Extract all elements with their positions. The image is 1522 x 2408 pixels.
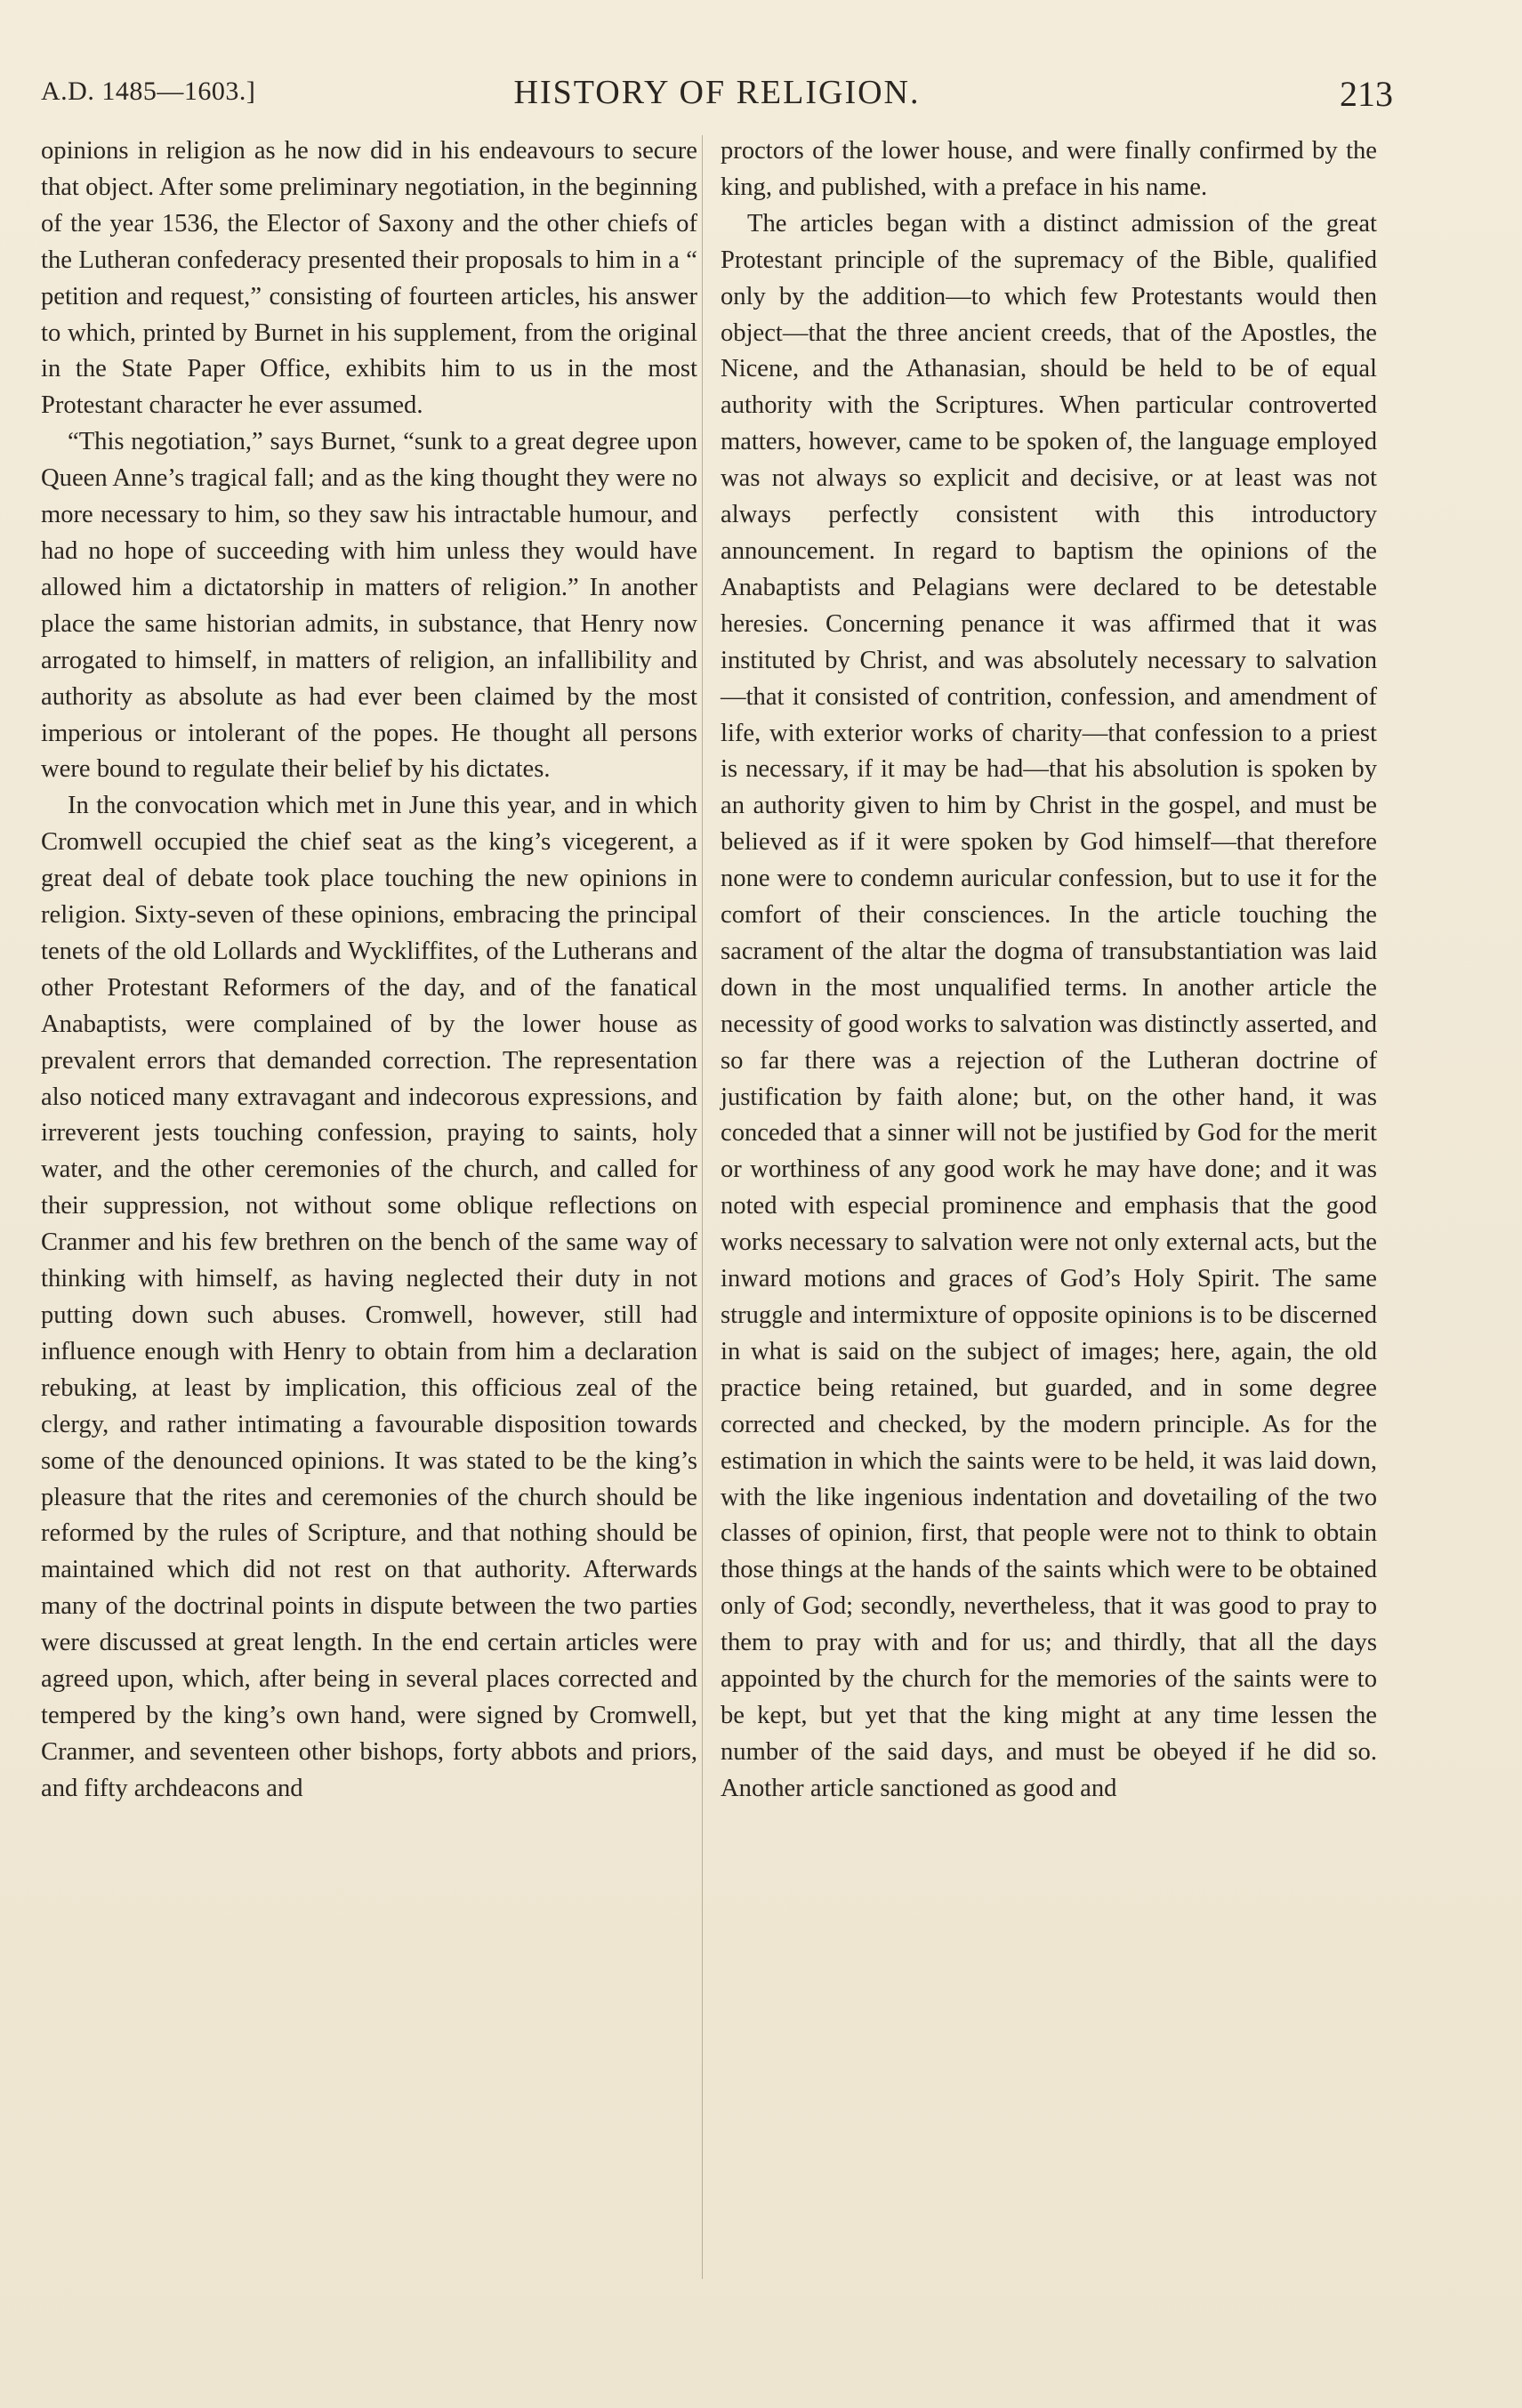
header-title: HISTORY OF RELIGION. bbox=[513, 74, 921, 111]
running-header bbox=[41, 73, 1393, 117]
left-paragraph-3: In the convocation which met in June this year, and in which Cromwell occupied the chief seat as the king’s vicegerent, a great deal of debate took place touching the new opinions in religion. Sixty-seven of these opinions, embracing the principal tenets of the old Lollards and Wyckliffites, of the Lutherans and other Protestant Reformers of the day, and of the fanatical Anabaptists, were complained of by the lower house as prevalent errors that demanded correction. The representation also noticed many extravagant and indecorous expressions, and irreverent jests touching confession, praying to saints, holy water, and the other ceremonies of the church, and called for their suppression, not without some oblique reflections on Cranmer and his few brethren on the bench of the same way of thinking with himself, as having neglected their duty in not putting down such abuses. Cromwell, however, still had influence enough with Henry to obtain from him a declaration rebuking, at least by implication, this officious zeal of the clergy, and rather intimating a favourable disposition towards some of the denounced opinions. It was stated to be the king’s pleasure that the rites and ceremonies of the church should be reformed by the rules of Scripture, and that nothing should be maintained which did not rest on that authority. Afterwards many of the doctrinal points in dispute between the two parties were discussed at great length. In the end certain articles were agreed upon, which, after being in several places corrected and tempered by the king’s own hand, were signed by Cromwell, Cranmer, and seventeen other bishops, forty abbots and priors, and fifty archdeacons and bbox=[41, 792, 697, 1802]
right-column bbox=[721, 133, 1377, 1808]
left-paragraph-1: opinions in religion as he now did in his endeavours to secure that object. After some preliminary negotiation, in the beginning of the year 1536, the Elector of Saxony and the other chiefs of the Lutheran confederacy presented their proposals to him in a “ petition and request,” consisting of fourteen articles, his answer to which, printed by Burnet in his supplement, from the original in the State Paper Office, exhibits him to us in the most Protestant character he ever assumed. bbox=[41, 137, 697, 420]
right-paragraph-1: proctors of the lower house, and were finally confirmed by the king, and published, with a preface in his name. bbox=[721, 137, 1377, 201]
right-paragraph-2: The articles began with a distinct admission of the great Protestant principle of the supremacy of the Bible, qualified only by the addition—to which few Protestants would then object—that the three ancient creeds, that of the Apostles, the Nicene, and the Athanasian, should be held to be of equal authority with the Scriptures. When particular controverted matters, however, came to be spoken of, the language employed was not always so explicit and decisive, or at least was not always perfectly consistent with this introductory announcement. In regard to baptism the opinions of the Anabaptists and Pelagians were declared to be detestable heresies. Concerning penance it was affirmed that it was instituted by Christ, and was absolutely necessary to salvation —that it consisted of contrition, confession, and amendment of life, with exterior works of charity—that confession to a priest is necessary, if it may be had—that his absolution is spoken by an authority given to him by Christ in the gospel, and must be believed as if it were spoken by God himself—that therefore none were to condemn auricular confession, but to use it for the comfort of their consciences. In the article touching the sacrament of the altar the dogma of transubstantiation was laid down in the most unqualified terms. In another article the necessity of good works to salvation was distinctly asserted, and so far there was a rejection of the Lutheran doctrine of justification by faith alone; but, on the other hand, it was conceded that a sinner will not be justified by God for the merit or worthiness of any good work he may have done; and it was noted with especial prominence and emphasis that the good works necessary to salvation were not only external acts, but the inward motions and graces of God’s Holy Spirit. The same struggle and intermixture of opposite opinions is to be discerned in what is said on the subject of images; here, again, the old practice being retained, but guarded, and in some degree corrected and checked, by the modern principle. As for the estimation in which the saints were to be held, it was laid down, with the like ingenious indentation and dovetailing of the two classes of opinion, first, that people were not to think to obtain those things at the hands of the saints which were to be obtained only of God; secondly, nevertheless, that it was good to pray to them to pray with and for us; and thirdly, that all the days appointed by the church for the memories of the saints were to be kept, but yet that the king might at any time lessen the number of the said days, and must be obeyed if he did so. Another article sanctioned as good and bbox=[721, 209, 1377, 1802]
column-divider bbox=[702, 135, 703, 2279]
left-paragraph-2: “This negotiation,” says Burnet, “sunk to a great degree upon Queen Anne’s tragical fall; and as the king thought they were no more necessary to him, so they saw his intractable humour, and had no hope of succeeding with him unless they would have allowed him a dictatorship in matters of religion.” In another place the same historian admits, in substance, that Henry now arrogated to himself, in matters of religion, an infallibility and authority as absolute as had ever been claimed by the most imperious or intolerant of the popes. He thought all persons were bound to regulate their belief by his dictates. bbox=[41, 428, 697, 784]
left-column bbox=[41, 133, 697, 1808]
header-date-range: A.D. 1485—1603.] bbox=[41, 77, 256, 106]
page-number: 213 bbox=[1340, 74, 1393, 114]
